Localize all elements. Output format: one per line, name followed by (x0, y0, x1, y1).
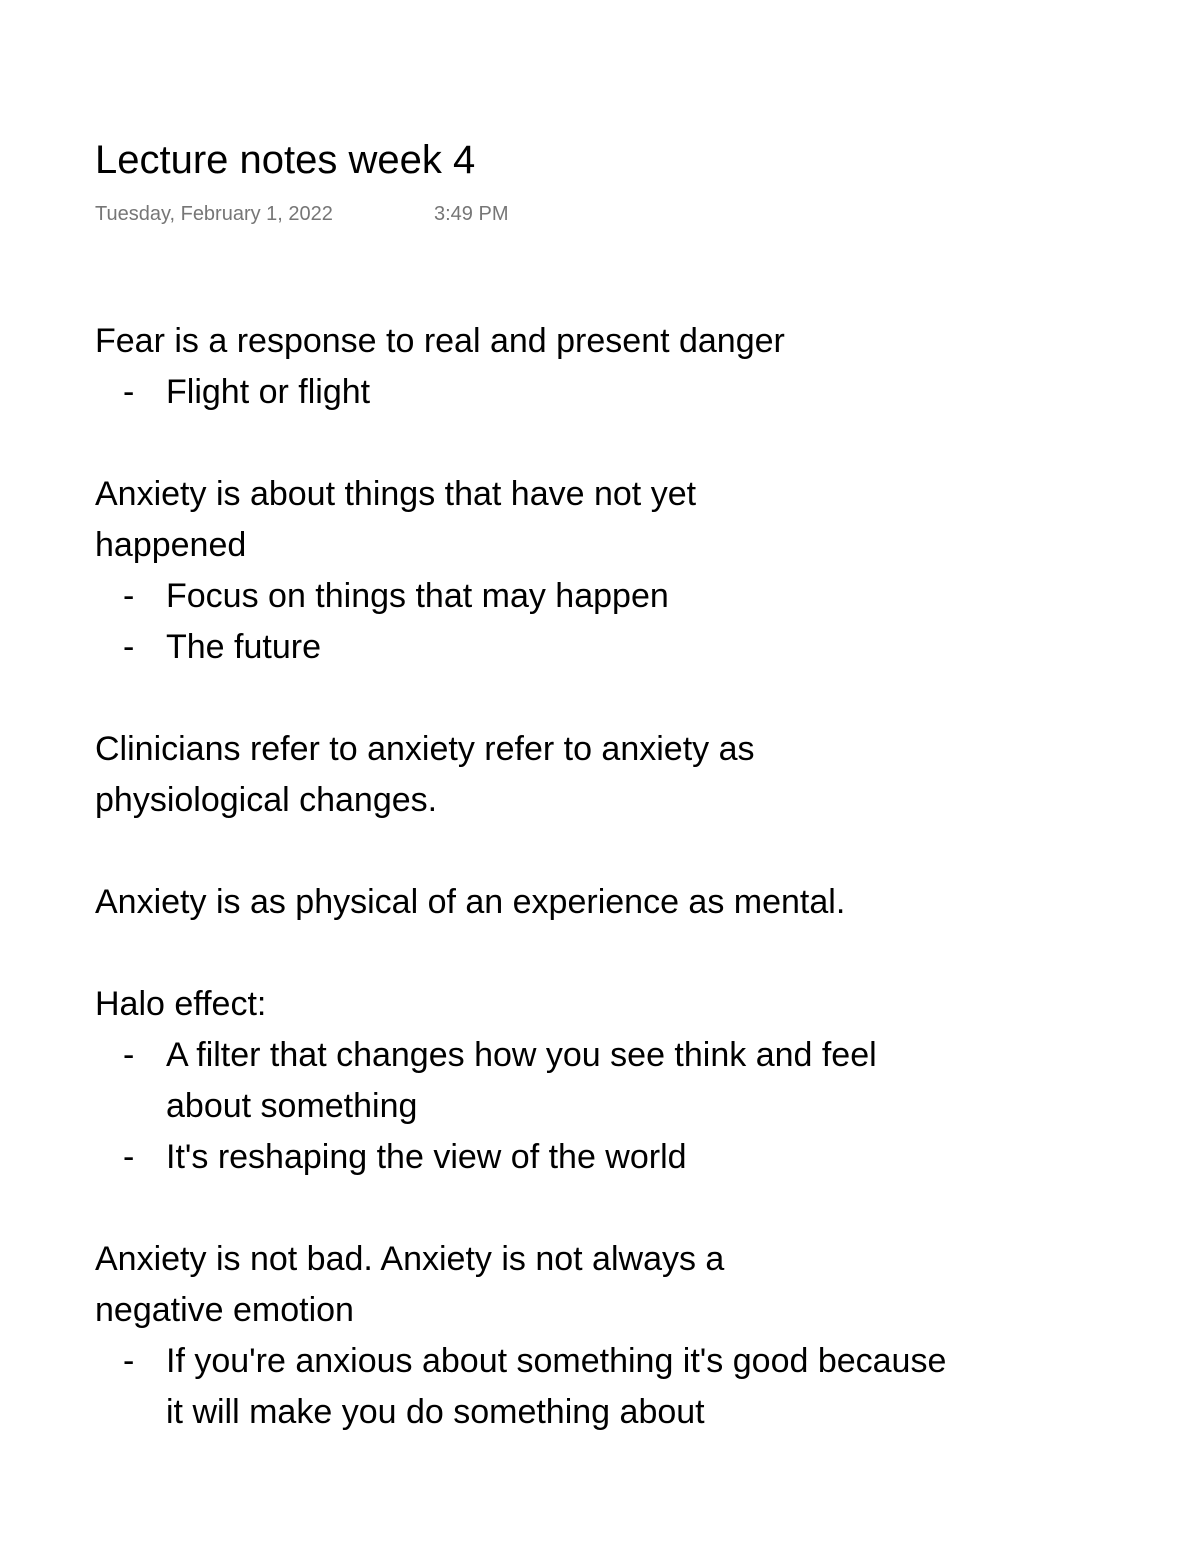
bullet-text: A filter that changes how you see think and feel about something (166, 1036, 877, 1125)
paragraph: Anxiety is as physical of an experience as mental. (95, 883, 846, 921)
paragraph: Halo effect: (95, 985, 267, 1023)
bullet-item (95, 571, 975, 622)
note-timestamp (95, 201, 509, 227)
note-time: 3:49 PM (434, 203, 509, 225)
bullet-text: Flight or flight (166, 373, 371, 411)
bullet-dash: - (123, 1036, 135, 1074)
spacer (95, 418, 975, 469)
bullet-item (95, 1030, 925, 1132)
bullet-text: The future (166, 628, 321, 666)
bullet-list (95, 571, 975, 673)
spacer (95, 673, 975, 724)
bullet-list (95, 367, 975, 418)
note-block (95, 1234, 975, 1438)
page-title: Lecture notes week 4 (95, 138, 476, 182)
note-block (95, 724, 975, 826)
spacer (95, 1183, 975, 1234)
bullet-dash: - (123, 628, 135, 666)
bullet-item (95, 367, 975, 418)
bullet-item (95, 622, 975, 673)
note-body (95, 316, 975, 1438)
paragraph: Anxiety is about things that have not yet happened (95, 475, 697, 564)
note-block (95, 469, 975, 673)
bullet-dash: - (123, 1138, 135, 1176)
bullet-text: Focus on things that may happen (166, 577, 669, 615)
note-date: Tuesday, February 1, 2022 (95, 203, 333, 225)
bullet-list (95, 1336, 955, 1438)
bullet-item (95, 1132, 925, 1183)
spacer (95, 928, 975, 979)
paragraph: Clinicians refer to anxiety refer to anxiety as physiological changes. (95, 730, 755, 819)
note-block (95, 877, 975, 928)
bullet-dash: - (123, 577, 135, 615)
note-block (95, 316, 975, 418)
bullet-dash: - (123, 373, 135, 411)
spacer (95, 826, 975, 877)
paragraph: Anxiety is not bad. Anxiety is not always a negative emotion (95, 1240, 725, 1329)
paragraph: Fear is a response to real and present danger (95, 322, 785, 360)
bullet-dash: - (123, 1342, 135, 1380)
bullet-item (95, 1336, 955, 1438)
bullet-text: If you're anxious about something it's good because it will make you do something about (166, 1342, 947, 1431)
bullet-text: It's reshaping the view of the world (166, 1138, 687, 1176)
bullet-list (95, 1030, 925, 1183)
note-block (95, 979, 975, 1183)
